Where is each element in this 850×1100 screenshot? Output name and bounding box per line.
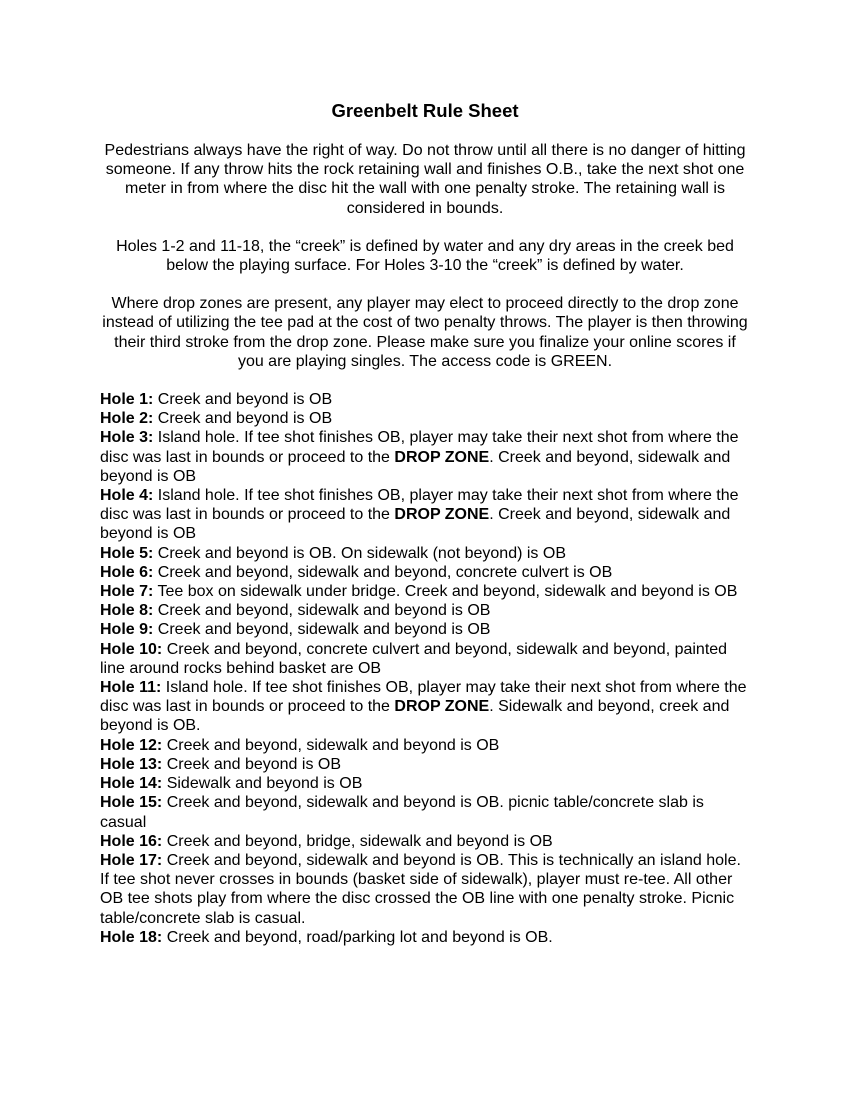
hole-rule-text: Island hole. If tee shot finishes OB, player may take their next shot from where the disc was last in bounds or proceed to the [100,679,747,716]
hole-rule-6 [100,563,750,582]
rule-sheet-page [100,100,750,947]
hole-label: Hole 5: [100,544,154,562]
hole-rule-8 [100,601,750,620]
hole-rule-text: Creek and beyond is OB [153,410,333,428]
hole-rule-text: Sidewalk and beyond is OB [162,775,363,793]
hole-label: Hole 4: [100,487,154,505]
hole-rule-text: Creek and beyond, bridge, sidewalk and beyond is OB [162,832,553,850]
hole-rule-text-after: . Sidewalk and beyond, creek and beyond is OB. [100,698,730,735]
hole-rule-3 [100,428,750,486]
hole-rule-text: Creek and beyond is OB. On sidewalk (not beyond) is OB [153,544,566,562]
hole-rule-text: Creek and beyond is OB [153,391,333,409]
hole-rule-text: Creek and beyond, sidewalk and beyond is OB. picnic table/concrete slab is casual [100,794,704,831]
hole-label: Hole 18: [100,928,163,946]
hole-rule-16 [100,832,750,851]
hole-rule-14 [100,774,750,793]
hole-rule-1 [100,390,750,409]
hole-rule-4 [100,486,750,544]
hole-rule-text: Creek and beyond, sidewalk and beyond is OB [153,602,491,620]
intro-paragraph-creek-definition: Holes 1-2 and 11-18, the “creek” is defined by water and any dry areas in the creek bed below the playing surface. For Holes 3-10 the “creek” is defined by water. [116,237,734,275]
hole-rule-10 [100,640,750,678]
hole-rule-text: Island hole. If tee shot finishes OB, player may take their next shot from where the disc was last in bounds or proceed to the [100,429,739,466]
hole-rule-17 [100,851,750,928]
hole-label: Hole 13: [100,755,163,773]
hole-label: Hole 10: [100,640,163,658]
hole-label: Hole 1: [100,391,154,409]
hole-label: Hole 17: [100,851,163,869]
hole-label: Hole 16: [100,832,163,850]
hole-rule-9 [100,620,750,639]
hole-rule-13 [100,755,750,774]
hole-label: Hole 7: [100,583,154,601]
drop-zone-emphasis: DROP ZONE [394,506,490,524]
hole-rule-text-after: . Creek and beyond, sidewalk and beyond is OB [100,506,731,543]
hole-rules-list [100,390,750,947]
hole-rule-18 [100,928,750,947]
hole-rule-text: Creek and beyond, road/parking lot and beyond is OB. [162,928,553,946]
page-title: Greenbelt Rule Sheet [331,100,519,121]
hole-rule-text: Creek and beyond, sidewalk and beyond, concrete culvert is OB [153,563,613,581]
hole-rule-11 [100,678,750,736]
hole-label: Hole 3: [100,429,154,447]
hole-rule-text: Tee box on sidewalk under bridge. Creek and beyond, sidewalk and beyond is OB [153,583,738,601]
hole-label: Hole 2: [100,410,154,428]
hole-rule-12 [100,736,750,755]
hole-label: Hole 14: [100,775,163,793]
hole-rule-5 [100,544,750,563]
hole-label: Hole 15: [100,794,163,812]
drop-zone-emphasis: DROP ZONE [394,448,490,466]
hole-label: Hole 12: [100,736,163,754]
hole-rule-2 [100,409,750,428]
hole-label: Hole 9: [100,621,154,639]
hole-rule-text: Creek and beyond, sidewalk and beyond is OB [153,621,491,639]
hole-rule-text: Creek and beyond, sidewalk and beyond is OB. This is technically an island hole. If tee shot never crosses in bounds (basket side of sidewalk), player must re-tee. All other OB tee shots play from where the disc crossed the OB line with one penalty stroke. Picnic table/concrete slab is casual. [100,851,741,927]
hole-rule-text-after: . Creek and beyond, sidewalk and beyond is OB [100,448,731,485]
hole-label: Hole 6: [100,563,154,581]
intro-paragraph-drop-zones: Where drop zones are present, any player may elect to proceed directly to the drop zone instead of utilizing the tee pad at the cost of two penalty throws. The player is then throwing their third stroke from the drop zone. Please make sure you finalize your online scores if you are playing singles. The access code is GREEN. [102,295,748,370]
hole-rule-text: Creek and beyond is OB [162,755,342,773]
hole-label: Hole 8: [100,602,154,620]
hole-label: Hole 11: [100,679,162,697]
drop-zone-emphasis: DROP ZONE [394,698,490,716]
hole-rule-7 [100,582,750,601]
intro-paragraph-pedestrians: Pedestrians always have the right of way. Do not throw until all there is no danger of hitting someone. If any throw hits the rock retaining wall and finishes O.B., take the next shot one meter in from where the disc hit the wall with one penalty stroke. The retaining wall is considered in bounds. [104,142,746,217]
hole-rule-text: Island hole. If tee shot finishes OB, player may take their next shot from where the disc was last in bounds or proceed to the [100,487,739,524]
hole-rule-text: Creek and beyond, sidewalk and beyond is OB [162,736,500,754]
hole-rule-text: Creek and beyond, concrete culvert and beyond, sidewalk and beyond, painted line around rocks behind basket are OB [100,640,728,677]
hole-rule-15 [100,793,750,831]
